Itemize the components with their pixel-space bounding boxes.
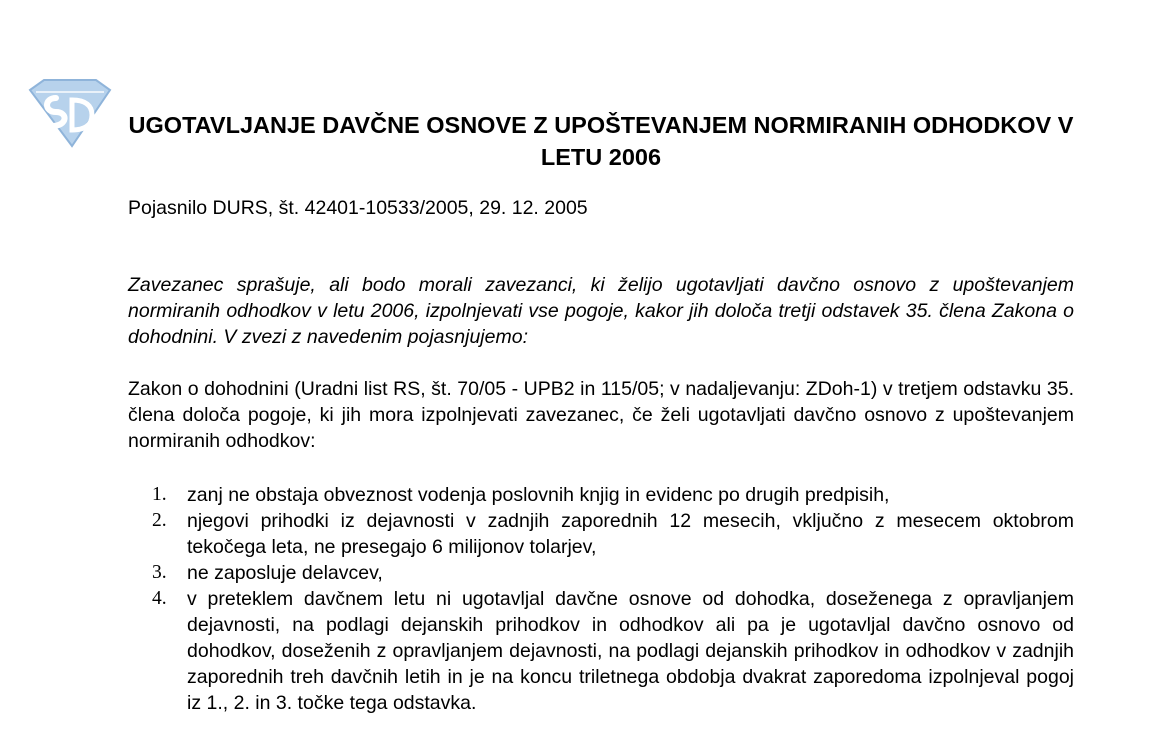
- sd-logo: [26, 78, 112, 148]
- condition-text: v preteklem davčnem letu ni ugotavljal davčne osnove od dohodka, doseženega z opravljanjem dejavnosti, na podlagi dejanskih prihodkov in odhodkov ali pa je ugotavljal davčno osnovo od dohodkov, doseženih z opravljanjem dejavnosti, na podlagi dejanskih prihodkov in odhodkov v zadnjih zaporednih treh davčnih letih in je na koncu triletnega obdobja dvakrat zaporedoma izpolnjeval pogoj iz 1., 2. in 3. točke tega odstavka.: [187, 588, 1074, 714]
- document-reference: Pojasnilo DURS, št. 42401-10533/2005, 29. 12. 2005: [128, 197, 588, 219]
- sd-logo-shield-icon: [26, 78, 112, 148]
- condition-item: [128, 586, 1074, 716]
- condition-item: [128, 508, 1074, 560]
- condition-item: [128, 560, 1074, 586]
- intro-paragraph: Zakon o dohodnini (Uradni list RS, št. 70/05 - UPB2 in 115/05; v nadaljevanju: ZDoh-1) v tretjem odstavku 35. člena določa pogoje, ki jih mora izpolnjevati zavezanec, če želi ugotavljati davčno osnovo z upoštevanjem normiranih odhodkov:: [128, 378, 1074, 452]
- condition-number: 2.: [152, 510, 167, 531]
- condition-item: [128, 482, 1074, 508]
- condition-text: njegovi prihodki iz dejavnosti v zadnjih zaporednih 12 mesecih, vključno z mesecem oktobrom tekočega leta, ne presegajo 6 milijonov tolarjev,: [187, 510, 1074, 558]
- condition-text: zanj ne obstaja obveznost vodenja poslovnih knjig in evidenc po drugih predpisih,: [187, 484, 890, 506]
- condition-number: 3.: [152, 562, 167, 583]
- taxpayer-question: Zavezanec sprašuje, ali bodo morali zavezanci, ki želijo ugotavljati davčno osnovo z upoštevanjem normiranih odhodkov v letu 2006, izpolnjevati vse pogoje, kakor jih določa tretji odstavek 35. člena Zakona o dohodnini. V zvezi z navedenim pojasnjujemo:: [128, 274, 1074, 348]
- condition-number: 1.: [152, 484, 167, 505]
- condition-text: ne zaposluje delavcev,: [187, 562, 383, 584]
- condition-number: 4.: [152, 588, 167, 609]
- document-title: UGOTAVLJANJE DAVČNE OSNOVE Z UPOŠTEVANJEM NORMIRANIH ODHODKOV V LETU 2006: [128, 112, 1074, 170]
- conditions-list: [128, 482, 1074, 716]
